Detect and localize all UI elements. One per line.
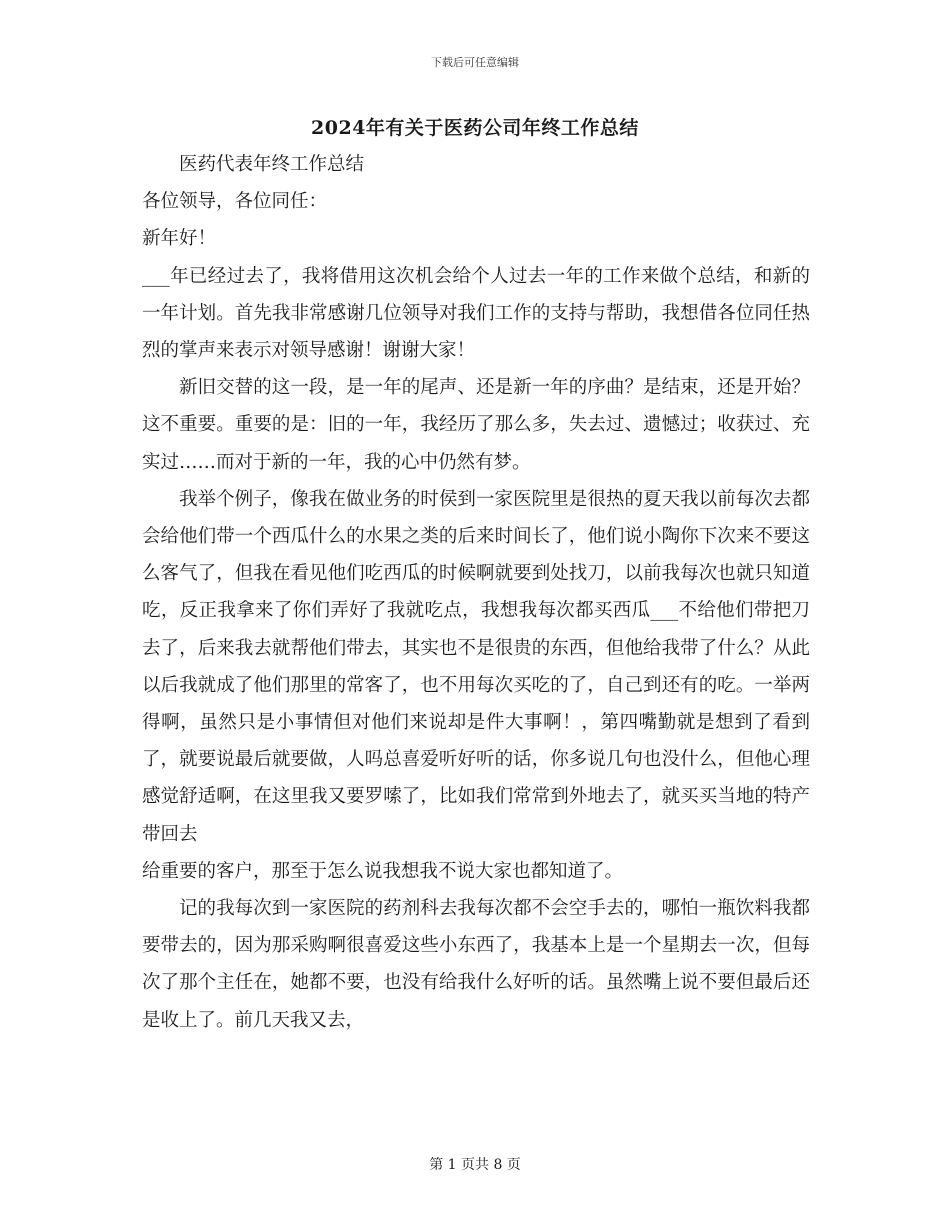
paragraph-example: 我举个例子，像我在做业务的时侯到一家医院里是很热的夏天我以前每次去都会给他们带一个西瓜什么的水果之类的后来时间长了，他们说小陶你下次来不要这么客气了，但我在看见他们吃西瓜的时候啊就要到处找刀，以前我每次也就只知道吃，反正我拿来了你们弄好了我就吃点，我想我每次都买西瓜___不给他们带把刀去了，后来我去就帮他们带去，其实也不是很贵的东西，但他给我带了什么？从此以后我就成了他们那里的常客了，也不用每次买吃的了，自己到还有的吃。一举两得啊，虽然只是小事情但对他们来说却是件大事啊！，第四嘴勤就是想到了看到了，就要说最后就要做，人吗总喜爱听好听的话，你多说几句也没什么，但他心理感觉舒适啊，在这里我又要罗嗦了，比如我们常常到外地去了，就买买当地的特产带回去	[142, 488, 810, 845]
document-body	[142, 146, 810, 1039]
paragraph-greeting: 新年好！	[142, 228, 217, 250]
paragraph-pharmacy: 记的我每次到一家医院的药剂科去我每次都不会空手去的，哪怕一瓶饮料我都要带去的，因为那采购啊很喜爱这些小东西了，我基本上是一个星期去一次，但每次了那个主任在，她都不要，也没有给我什么好听的话。虽然嘴上说不要但最后还是收上了。前几天我又去，	[142, 898, 810, 1031]
paragraph-salutation: 各位领导，各位同任：	[142, 191, 328, 213]
page-number: 第 1 页共 8 页	[429, 1157, 521, 1173]
paragraph-reflection: 新旧交替的这一段，是一年的尾声、还是新一年的序曲？是结束，还是开始？这不重要。重要的是：旧的一年，我经历了那么多，失去过、遗憾过；收获过、充实过……而对于新的一年，我的心中仍然有梦。	[142, 377, 810, 473]
paragraph-subtitle: 医药代表年终工作总结	[179, 154, 365, 175]
document-title: 2024年有关于医药公司年终工作总结	[311, 117, 639, 139]
paragraph-intro: ___年已经过去了，我将借用这次机会给个人过去一年的工作来做个总结，和新的一年计划。首先我非常感谢几位领导对我们工作的支持与帮助，我想借各位同任热烈的掌声来表示对领导感谢！谢谢大家！	[142, 265, 810, 362]
page-header-note: 下载后可任意编辑	[431, 56, 519, 69]
paragraph-example-continued: 给重要的客户，那至于怎么说我想我不说大家也都知道了。	[142, 860, 624, 882]
